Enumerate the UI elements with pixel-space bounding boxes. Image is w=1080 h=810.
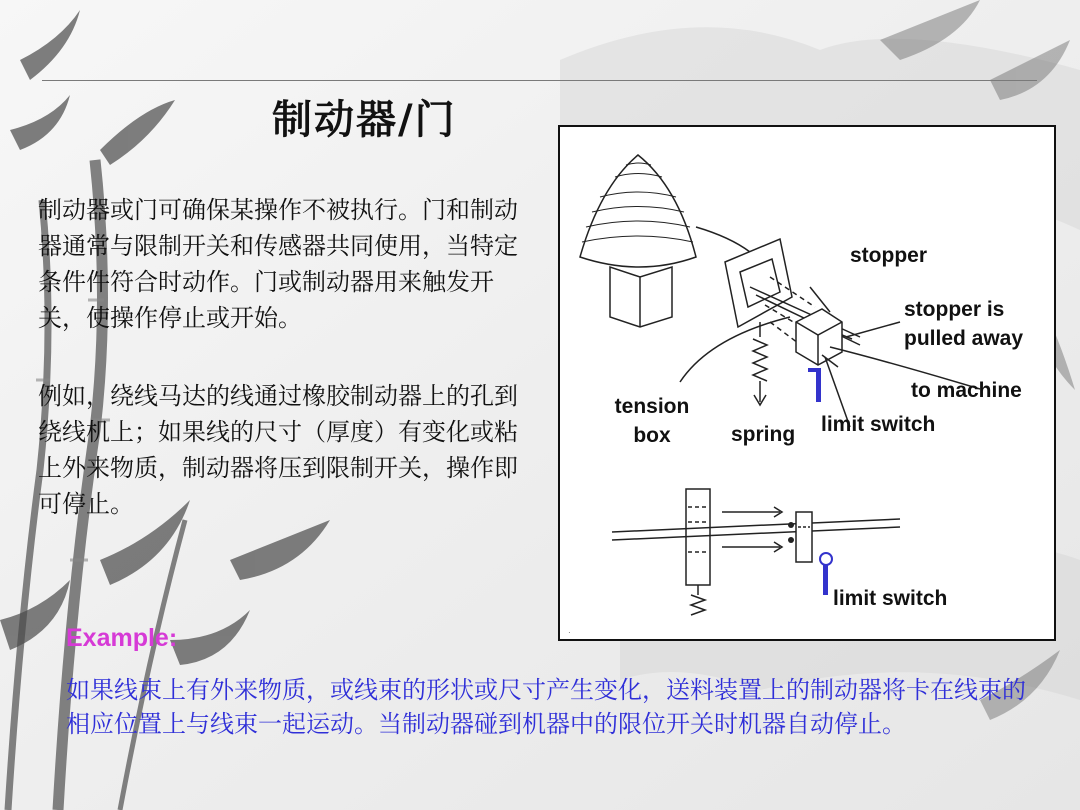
label-stopper: stopper (850, 244, 928, 267)
title-divider (42, 80, 1037, 81)
label-stopper-pulled-2: pulled away (904, 327, 1024, 350)
label-spring: spring (731, 423, 796, 446)
example-text: 如果线束上有外来物质，或线束的形状或尺寸产生变化，送料装置上的制动器将卡在线束的相应位置上与线束一起运动。当制动器碰到机器中的限位开关时机器自动停止。 (66, 676, 1026, 738)
spring-coil (753, 339, 767, 381)
intro-paragraph: 制动器或门可确保某操作不被执行。门和制动器通常与限制开关和传感器共同使用，当特定条件件符合时动作。门或制动器用来触发开关，使操作停止或开始。 (38, 196, 518, 332)
svg-text:·: · (568, 628, 571, 637)
example-paragraph: 例如，绕线马达的线通过橡胶制动器上的孔到绕线机上；如果线的尺寸（厚度）有变化或粘上外来物质，制动器将压到限制开关，操作即可停止。 (38, 382, 518, 518)
limit-switch-marker-bottom (823, 565, 828, 595)
label-to-machine: to machine (911, 379, 1022, 402)
label-limit-switch-top: limit switch (821, 413, 936, 436)
limit-switch-marker-top (816, 368, 821, 402)
tension-box-base (610, 267, 672, 327)
label-tension-2: box (633, 424, 671, 447)
label-limit-switch-bottom: limit switch (833, 587, 948, 610)
page-title: 制动器/门 (272, 97, 457, 143)
label-tension-1: tension (614, 395, 690, 418)
bottom-stopper (796, 512, 812, 562)
stopper-plate (725, 239, 792, 327)
limit-switch-marker-bottom-ball (820, 553, 832, 565)
example-label: Example: (66, 624, 178, 652)
label-stopper-pulled-1: stopper is (904, 298, 1005, 321)
stopper-diagram (558, 125, 1056, 641)
